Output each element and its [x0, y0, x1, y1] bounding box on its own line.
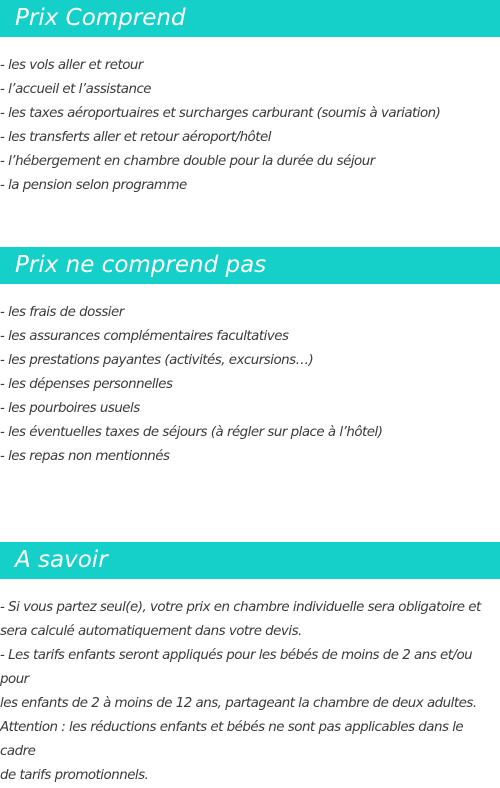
list-item: - la pension selon programme [0, 178, 187, 193]
info-paragraph [0, 596, 500, 788]
list-item: - l’hébergement en chambre double pour la durée du séjour [0, 154, 375, 169]
paragraph-line: - Les tarifs enfants seront appliqués pour les bébés de moins de 2 ans et/ou pour [0, 648, 473, 687]
list-item: - les prestations payantes (activités, excursions…) [0, 353, 314, 368]
list-item: - les frais de dossier [0, 305, 124, 320]
list-item: - les pourboires usuels [0, 401, 140, 416]
list-item: - les éventuelles taxes de séjours (à régler sur place à l’hôtel) [0, 425, 383, 440]
included-list [0, 54, 500, 198]
list-item: - les assurances complémentaires facultatives [0, 329, 289, 344]
section-header-a-savoir: A savoir [0, 542, 500, 579]
paragraph-line: Attention : les réductions enfants et bébés ne sont pas applicables dans le cadre [0, 720, 464, 759]
paragraph-line: les enfants de 2 à moins de 12 ans, partageant la chambre de deux adultes. [0, 696, 477, 711]
paragraph-line: - Si vous partez seul(e), votre prix en chambre individuelle sera obligatoire et [0, 600, 481, 615]
list-item: - les dépenses personnelles [0, 377, 173, 392]
list-item: - les taxes aéroportuaires et surcharges carburant (soumis à variation) [0, 106, 441, 121]
section-header-prix-ne-comprend-pas: Prix ne comprend pas [0, 247, 500, 284]
list-item: - l’accueil et l’assistance [0, 82, 152, 97]
excluded-list [0, 301, 500, 469]
paragraph-line: sera calculé automatiquement dans votre devis. [0, 624, 302, 639]
section-header-prix-comprend: Prix Comprend [0, 0, 500, 37]
paragraph-line: de tarifs promotionnels. [0, 768, 149, 783]
list-item: - les transferts aller et retour aéroport/hôtel [0, 130, 271, 145]
list-item: - les vols aller et retour [0, 58, 143, 73]
list-item: - les repas non mentionnés [0, 449, 170, 464]
